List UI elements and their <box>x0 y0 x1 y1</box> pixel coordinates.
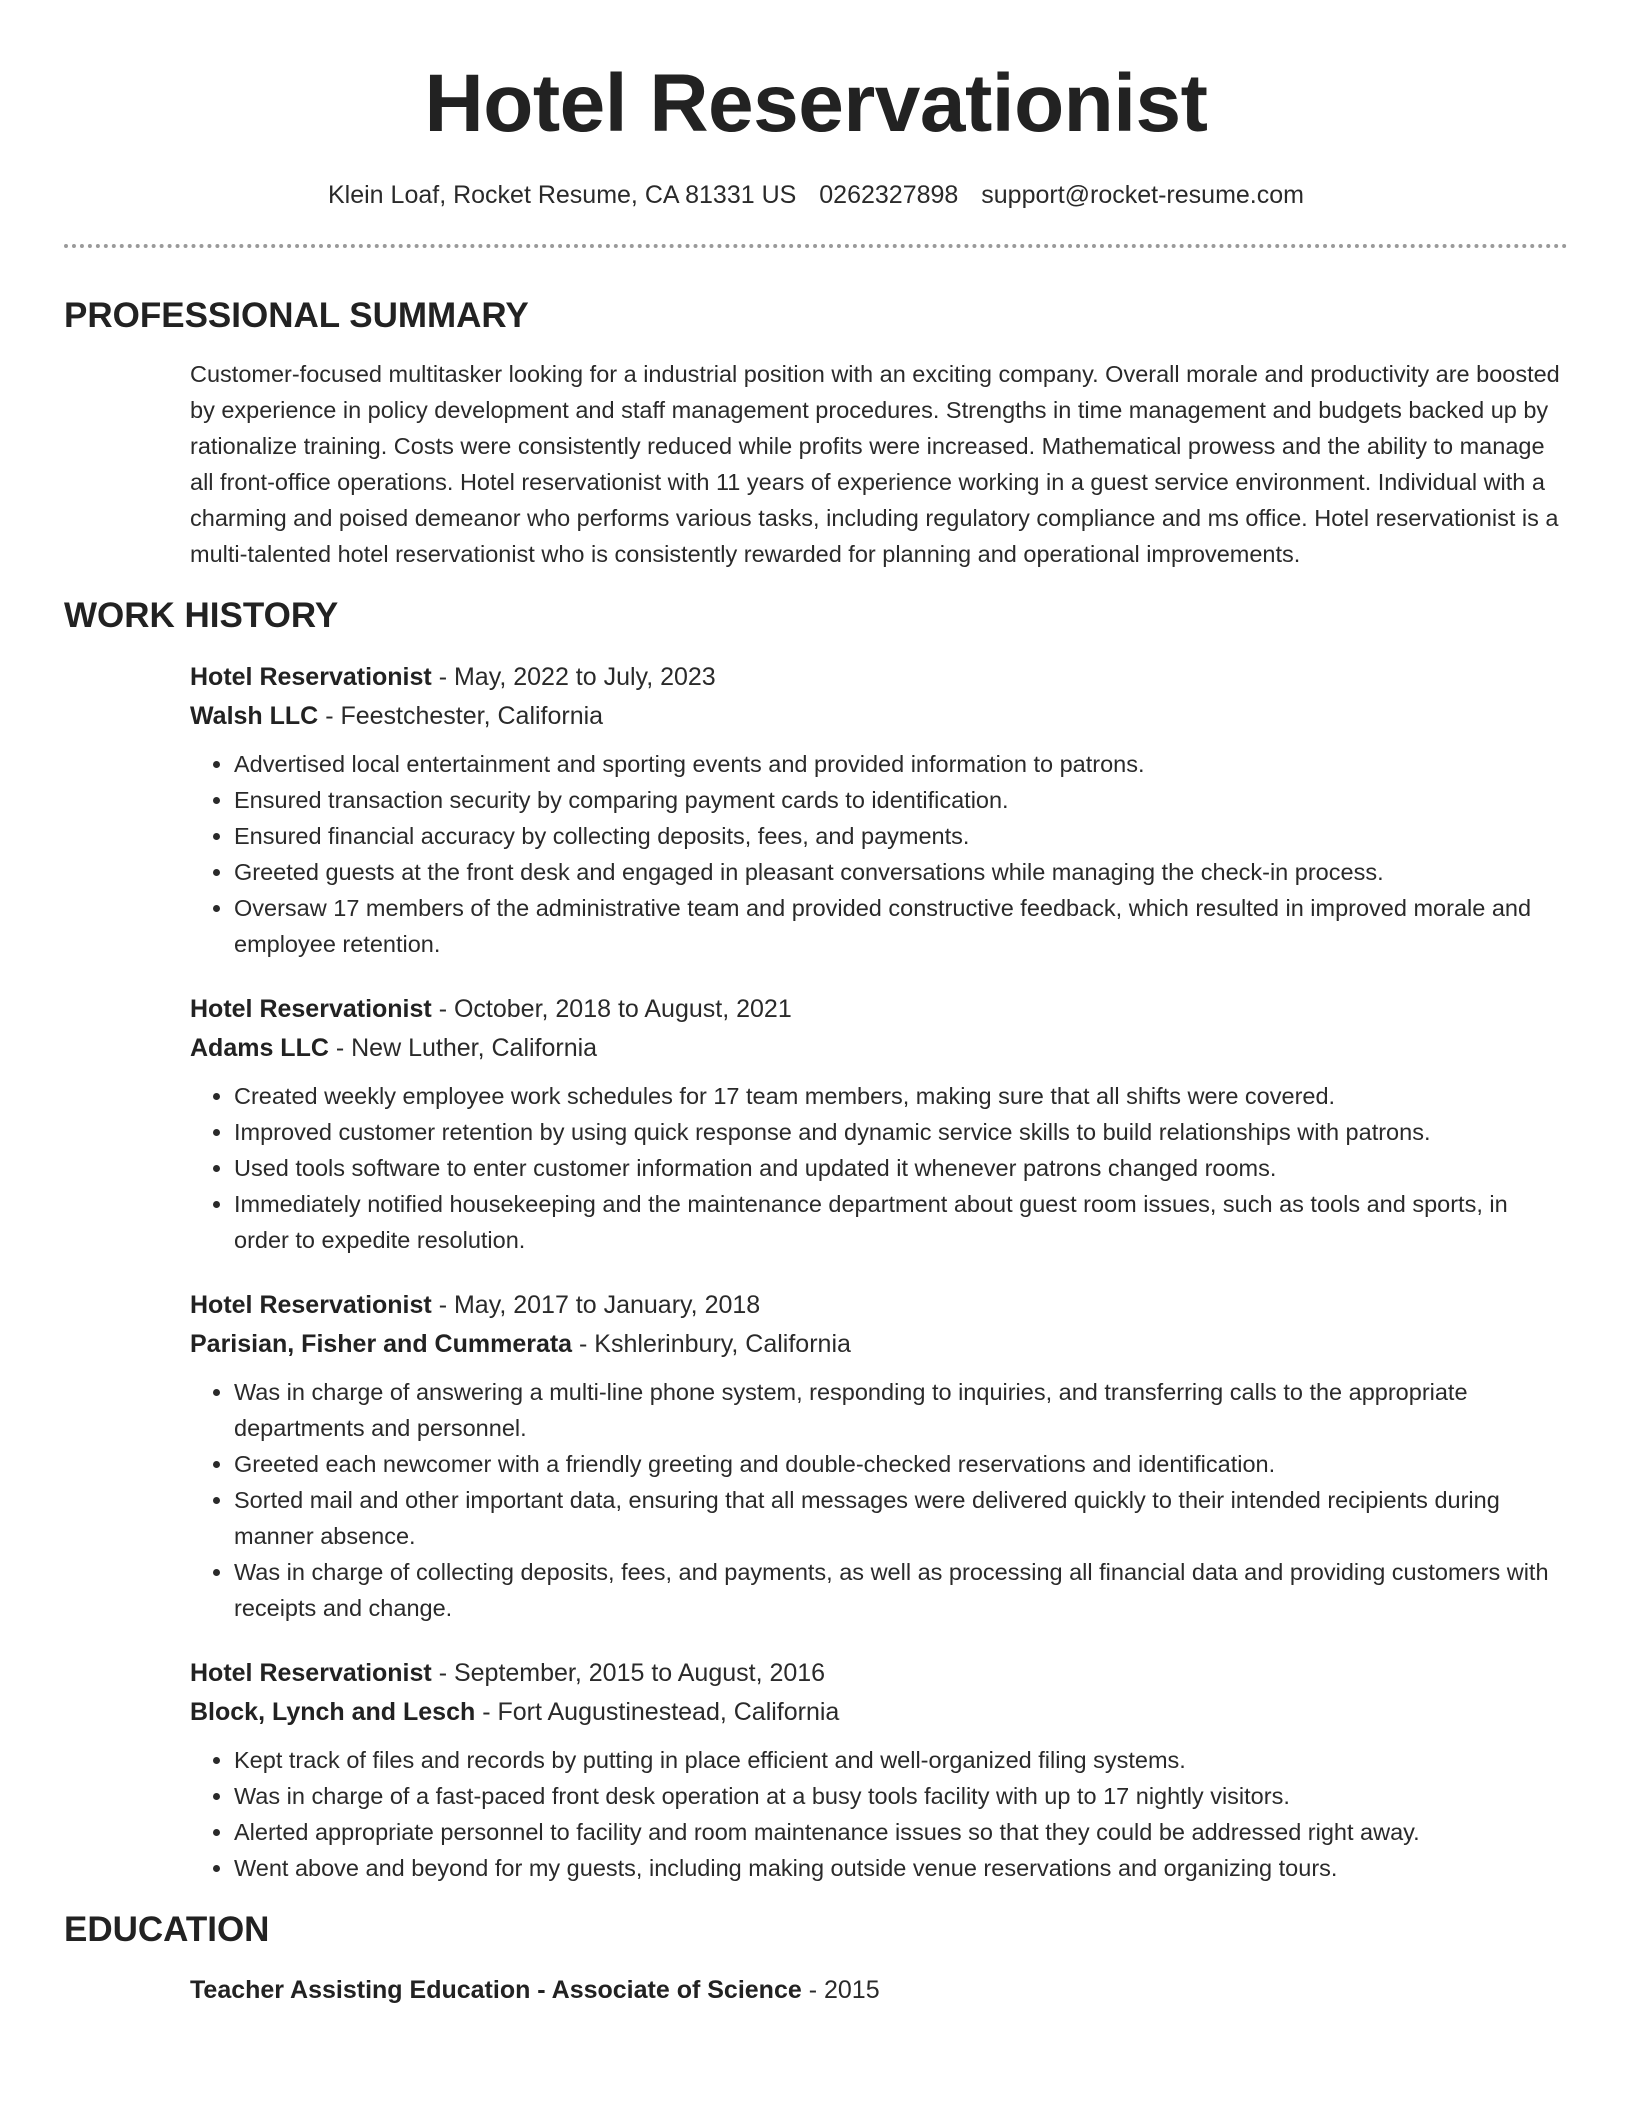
job-bullet: • Was in charge of a fast-paced front desk operation at a busy tools facility with up to 17 nightly visitors. <box>234 1778 1568 1814</box>
job-role: Hotel Reservationist <box>190 1659 432 1687</box>
summary-text: Customer-focused multitasker looking for a industrial position with an exciting company. Overall morale and productivity are boosted by experience in policy development and staff management procedures. Strengths in time management and budgets backed up by rationalize training. Costs were consistently reduced while profits were increased. Mathematical prowess and the ability to manage all front-office operations. Hotel reservationist with 11 years of experience working in a guest service environment. Individual with a charming and poised demeanor who performs various tasks, including regulatory compliance and ms office. Hotel reservationist is a multi-talented hotel reservationist who is consistently rewarded for planning and operational improvements. <box>190 361 1560 567</box>
job-title-line <box>190 1286 1568 1325</box>
job-bullet: • Alerted appropriate personnel to facility and room maintenance issues so that they could be addressed right away. <box>234 1814 1568 1850</box>
education-year: - 2015 <box>801 1976 880 2004</box>
job-company: Adams LLC <box>190 1034 329 1062</box>
job-bullet-list <box>190 1742 1568 1886</box>
job-role: Hotel Reservationist <box>190 663 432 691</box>
section-title-summary: PROFESSIONAL SUMMARY <box>64 296 529 335</box>
job-role: Hotel Reservationist <box>190 1291 432 1319</box>
job-bullet: • Improved customer retention by using quick response and dynamic service skills to build relationships with patrons. <box>234 1114 1568 1150</box>
resume-page <box>64 0 1568 2008</box>
job-entry <box>190 658 1568 962</box>
job-dates: - May, 2022 to July, 2023 <box>431 663 716 691</box>
job-bullet: • Greeted guests at the front desk and engaged in pleasant conversations while managing the check-in process. <box>234 854 1568 890</box>
resume-name: Hotel Reservationist <box>424 58 1208 149</box>
job-bullet-list <box>190 1078 1568 1258</box>
job-company-line <box>190 1325 1568 1364</box>
contact-address: Klein Loaf, Rocket Resume, CA 81331 US <box>328 181 797 209</box>
job-company: Parisian, Fisher and Cummerata <box>190 1330 573 1358</box>
job-location: - Fort Augustinestead, California <box>475 1698 840 1726</box>
job-bullet: • Ensured transaction security by comparing payment cards to identification. <box>234 782 1568 818</box>
job-bullet: • Immediately notified housekeeping and the maintenance department about guest room issues, such as tools and sports, in order to expedite resolution. <box>234 1186 1568 1258</box>
contact-phone: 0262327898 <box>819 181 959 209</box>
contact-line <box>64 178 1568 212</box>
job-company-line <box>190 1693 1568 1732</box>
job-bullet: • Used tools software to enter customer information and updated it whenever patrons changed rooms. <box>234 1150 1568 1186</box>
job-entry <box>190 1286 1568 1626</box>
job-title-line <box>190 1654 1568 1693</box>
job-company: Block, Lynch and Lesch <box>190 1698 476 1726</box>
job-location: - Feestchester, California <box>318 702 604 730</box>
job-company-line <box>190 1029 1568 1068</box>
section-title-education: EDUCATION <box>64 1910 270 1949</box>
job-bullet: • Was in charge of collecting deposits, fees, and payments, as well as processing all financial data and providing customers with receipts and change. <box>234 1554 1568 1626</box>
job-company: Walsh LLC <box>190 702 319 730</box>
job-dates: - May, 2017 to January, 2018 <box>431 1291 761 1319</box>
job-dates: - September, 2015 to August, 2016 <box>431 1659 826 1687</box>
job-company-line <box>190 697 1568 736</box>
job-entry <box>190 990 1568 1258</box>
job-bullet-list <box>190 1374 1568 1626</box>
job-bullet: • Greeted each newcomer with a friendly greeting and double-checked reservations and identification. <box>234 1446 1568 1482</box>
job-bullet: • Advertised local entertainment and sporting events and provided information to patrons. <box>234 746 1568 782</box>
job-location: - Kshlerinbury, California <box>572 1330 851 1358</box>
education-entry <box>190 1972 1568 2008</box>
education-degree: Teacher Assisting Education - Associate of Science <box>190 1976 802 2004</box>
job-dates: - October, 2018 to August, 2021 <box>431 995 792 1023</box>
work-history-list <box>190 658 1568 1886</box>
job-bullet: • Was in charge of answering a multi-line phone system, responding to inquiries, and transferring calls to the appropriate departments and personnel. <box>234 1374 1568 1446</box>
job-bullet: • Created weekly employee work schedules for 17 team members, making sure that all shifts were covered. <box>234 1078 1568 1114</box>
job-location: - New Luther, California <box>328 1034 598 1062</box>
job-title-line <box>190 658 1568 697</box>
job-bullet: • Ensured financial accuracy by collecting deposits, fees, and payments. <box>234 818 1568 854</box>
job-bullet: • Went above and beyond for my guests, including making outside venue reservations and organizing tours. <box>234 1850 1568 1886</box>
header-divider <box>64 244 1568 248</box>
job-role: Hotel Reservationist <box>190 995 432 1023</box>
job-bullet-list <box>190 746 1568 962</box>
job-entry <box>190 1654 1568 1886</box>
contact-email: support@rocket-resume.com <box>981 181 1304 209</box>
job-bullet: • Kept track of files and records by putting in place efficient and well-organized filing systems. <box>234 1742 1568 1778</box>
section-title-work-history: WORK HISTORY <box>64 596 339 635</box>
job-title-line <box>190 990 1568 1029</box>
job-bullet: • Sorted mail and other important data, ensuring that all messages were delivered quickly to their intended recipients during manner absence. <box>234 1482 1568 1554</box>
job-bullet: • Oversaw 17 members of the administrative team and provided constructive feedback, which resulted in improved morale and employee retention. <box>234 890 1568 962</box>
